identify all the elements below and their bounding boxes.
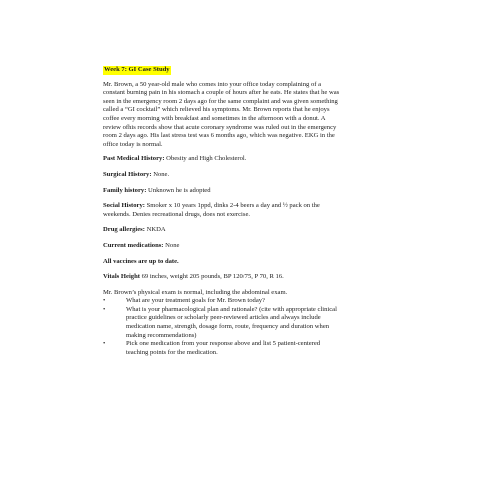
current-medications-label: Current medications: <box>103 241 164 249</box>
family-history-value: Unknown he is adopted <box>146 186 211 194</box>
current-medications-value: None <box>163 241 180 249</box>
vaccines-status: All vaccines are up to date. <box>103 257 179 265</box>
case-intro-paragraph: Mr. Brown, a 50 year-old male who comes into your office today complaining of a constant burning pain in his stomach a couple of hours after he eats. He states that he was seen in the emergency room 2 days ago for the same complaint and was given something called a “GI cocktail” which relieved his symptoms. Mr. Brown reports that he enjoys coffee every morning with breakfast and sometimes in the afternoon with a donut. A review ofhis records show that acute coronary syndrome was ruled out in the emergency room 2 days ago. His last stress test was 6 months ago, which was negative. EKG in the office today is normal. <box>103 80 340 148</box>
bullet-icon: • <box>103 305 106 313</box>
drug-allergies-value: NKDA <box>144 226 166 234</box>
case-study-document <box>103 66 341 357</box>
current-medications <box>103 242 341 251</box>
physical-exam-note: Mr. Brown’s physical exam is normal, including the abdominal exam. <box>103 288 288 296</box>
surgical-history-value: None. <box>151 170 170 178</box>
past-medical-history <box>103 155 341 164</box>
question-text: What are your treatment goals for Mr. Brown today? <box>126 297 265 305</box>
social-history-value: Smoker x 10 years 1ppd, dinks 2-4 beers a day and ½ pack on the weekends. Denies recreational drugs, does not exercise. <box>103 202 320 218</box>
social-history <box>103 202 341 219</box>
question-list <box>103 297 341 357</box>
family-history <box>103 187 341 196</box>
vitals-value: 69 inches, weight 205 pounds, BP 120/75, P 70, R 16. <box>139 273 284 281</box>
question-text: Pick one medication from your response above and list 5 patient-centered teaching points for the medication. <box>126 340 321 356</box>
past-medical-history-value: Obesity and High Cholesterol. <box>164 155 247 163</box>
surgical-history-label: Surgical History: <box>103 170 152 178</box>
question-text: What is your pharmacological plan and rationale? (cite with appropriate clinical practice guidelines or scholarly peer-reviewed articles and always include medication name, strength, dosage form, route, frequency and duration when making recommendations) <box>126 305 337 339</box>
document-title: Week 7: GI Case Study <box>104 66 170 73</box>
bullet-icon: • <box>103 297 106 305</box>
surgical-history <box>103 171 341 180</box>
drug-allergies-label: Drug allergies: <box>103 226 145 234</box>
past-medical-history-label: Past Medical History: <box>103 155 165 163</box>
vitals <box>103 273 341 282</box>
vitals-label: Vitals Height <box>103 273 140 281</box>
social-history-label: Social History: <box>103 202 145 210</box>
list-item <box>103 340 341 357</box>
family-history-label: Family history: <box>103 186 147 194</box>
bullet-icon: • <box>103 340 106 348</box>
list-item <box>103 306 341 340</box>
list-item <box>103 297 341 306</box>
drug-allergies <box>103 226 341 235</box>
